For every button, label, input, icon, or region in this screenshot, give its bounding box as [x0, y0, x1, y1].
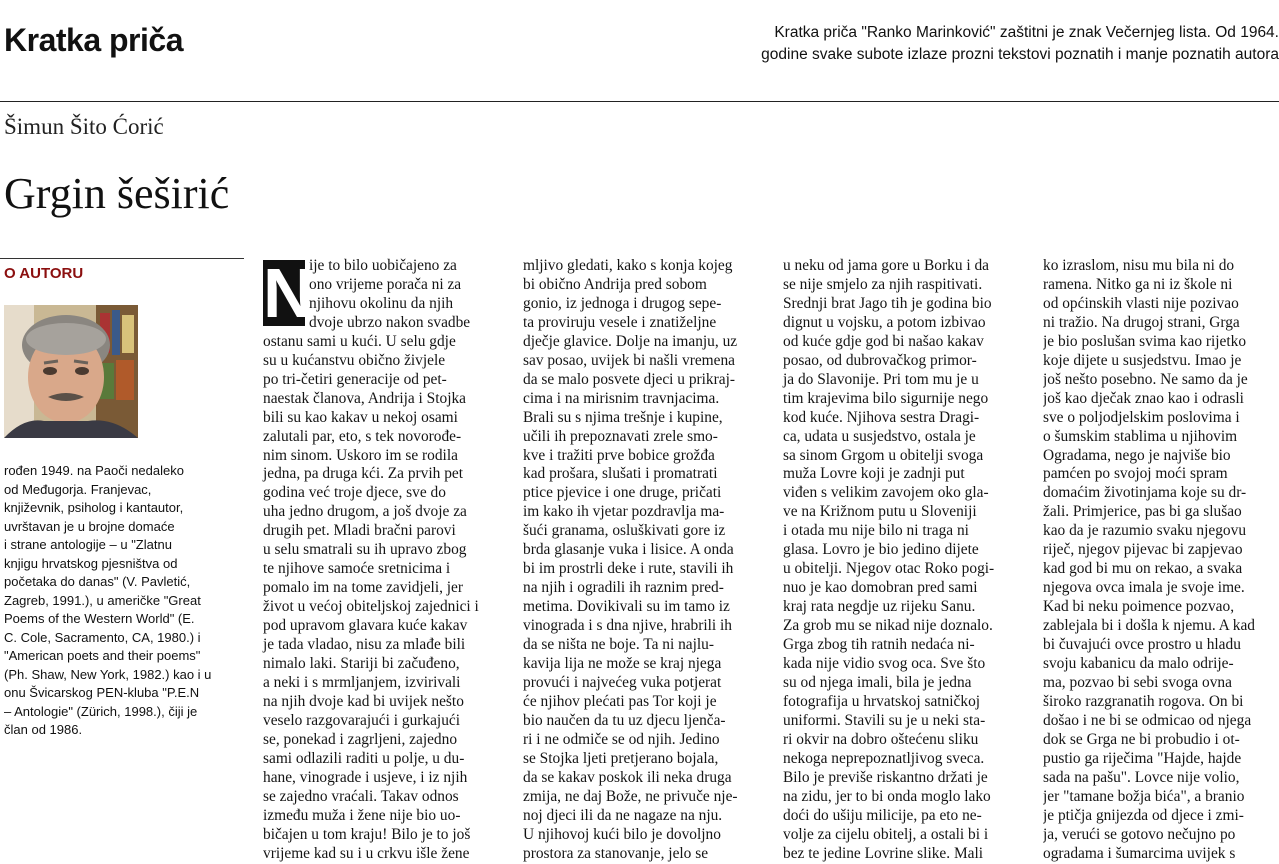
bio-line: početaka do danas" (V. Pavletić,: [4, 574, 191, 589]
text-line: život u većoj obiteljskoj zajednici i: [263, 598, 479, 616]
author-name: Šimun Šito Ćorić: [4, 114, 164, 139]
text-line: godina već troje djece, sve do: [263, 484, 446, 502]
text-line: mljivo gledati, kako s konja kojeg: [523, 257, 733, 274]
bio-line: član od 1986.: [4, 722, 83, 737]
text-line: kada nije vidio svog oca. Sve što: [783, 655, 986, 673]
text-line: bi čuvajući ovce prostro u hladu: [1043, 636, 1241, 654]
text-line: je bio poslušan svima kao rijetko: [1043, 332, 1247, 350]
text-line: široko razgranatih rogova. On bi: [1043, 692, 1244, 710]
text-line: a neki i s mrmljanjem, izvirivali: [263, 673, 461, 691]
text-line: pamćen po svojoj moći spram: [1043, 465, 1228, 483]
text-line: ri i ne odmiče se od njih. Jedino: [523, 730, 720, 748]
text-line: da se malo posvete djeci u prikraj-: [523, 370, 735, 388]
about-divider: [0, 258, 244, 259]
text-line: u obitelji. Njegov otac Roko pogi-: [783, 560, 995, 578]
text-line: je ptičja gnijezda od djece i zmi-: [1043, 806, 1244, 824]
text-line: su u kućanstvu obično živjele: [263, 351, 446, 369]
text-line: dignut u vojsku, a potom izbivao: [783, 313, 986, 331]
text-line: će njihov plećati pas Tor koji je: [523, 692, 717, 710]
bio-line: rođen 1949. na Paoči nedaleko: [4, 463, 184, 478]
text-line: metima. Dovikivali su im tamo iz: [523, 598, 730, 616]
text-line: ostanu sami u kući. U selu gdje: [263, 332, 456, 350]
text-line: Bilo je previše riskantno držati je: [783, 768, 988, 786]
text-line: jedna, pa druga kći. Za prvih pet: [263, 465, 464, 483]
text-line: ono vrijeme porača ni za: [309, 275, 462, 293]
text-line: kod kuće. Njihova sestra Dragi-: [783, 408, 980, 426]
author-bio: [4, 462, 244, 740]
intro-line: Kratka priča "Ranko Marinković" zaštitni je znak Večernjeg lista. Od 1964.: [774, 24, 1279, 41]
text-line: ve na Križnom putu u Sloveniji: [783, 503, 977, 521]
text-line: kve i tražiti prve bobice grožđa: [523, 446, 715, 464]
bio-line: od Međugorja. Franjevac,: [4, 481, 152, 497]
text-line: veselo razgovarajući i gurkajući: [263, 711, 460, 729]
text-line: na njih i ogradili ih raznim pred-: [523, 579, 724, 597]
text-line: drugih pet. Mladi bračni parovi: [263, 522, 456, 540]
article-column-2: [523, 257, 763, 864]
text-line: ja, verući se gotovo nečujno po: [1043, 825, 1236, 843]
text-line: cima i na mirisnim travnjacima.: [523, 389, 720, 407]
text-line: došao i ne bi se odmicao od njega: [1043, 711, 1252, 729]
text-line: ma, pozvao bi sebi svoga ovna: [1043, 673, 1232, 691]
text-line: zablejala bi i došla k njemu. A kad: [1043, 617, 1255, 635]
text-line: provući i najvećeg vuka potjerat: [523, 673, 722, 691]
text-line: uniformi. Stavili su je u neki sta-: [783, 711, 986, 729]
article-column-1: [263, 254, 503, 864]
text-line: još kao dječak znao kao i odrasli: [1043, 389, 1244, 407]
text-line: Brali su s njima trešnje i kupine,: [523, 408, 723, 426]
text-line: su od njega imali, bila je jedna: [783, 673, 972, 691]
text-line: na zidu, jer to bi onda moglo lako: [783, 787, 991, 805]
text-line: ni tražio. Na drugoj strani, Grga: [1043, 313, 1240, 331]
text-line: hane, vinograde i usjeve, i iz njih: [263, 768, 468, 786]
text-line: Ogradama, nego je najviše bio: [1043, 446, 1231, 464]
text-line: koje dijete u susjedstvu. Imao je: [1043, 351, 1242, 369]
text-line: od kuće gdje god bi našao kakav: [783, 332, 984, 350]
text-line: ca, udata u susjedstvo, ostala je: [783, 427, 976, 445]
text-line: svoju kabanicu da malo odrije-: [1043, 655, 1234, 673]
section-intro: [639, 22, 1279, 66]
bio-line: (Ph. Shaw, New York, 1982.) kao i u: [4, 666, 212, 682]
text-line: ogradama i šumarcima uvijek s: [1043, 844, 1236, 862]
text-line: zmija, ne daj Bože, ne privuče nje-: [523, 787, 738, 805]
text-line: između muža i žene nije bio uo-: [263, 806, 461, 824]
text-line: bili su kao kakav u nekoj osami: [263, 408, 458, 426]
intro-line: godine svake subote izlaze prozni tekstovi poznatih i manje poznatih autora: [761, 46, 1279, 63]
text-line: vrijeme kad su i u crkvu išle žene: [263, 844, 470, 862]
bio-line: književnik, psiholog i kantautor,: [4, 500, 184, 515]
text-line: njegova ovca imala je svoje ime.: [1043, 579, 1245, 597]
text-line: se zajedno vraćali. Takav odnos: [263, 787, 459, 805]
about-heading: O AUTORU: [4, 265, 84, 282]
text-line: pomalo im na tome zavidjeli, jer: [263, 579, 464, 597]
text-line: da se kakav poskok ili neka druga: [523, 768, 732, 786]
author-portrait: [4, 305, 138, 438]
text-line: muža Lovre koji je zadnji put: [783, 465, 965, 483]
text-line: brda glasanje vuka i lisice. A onda: [523, 541, 734, 559]
text-line: U njihovoj kući bilo je dovoljno: [523, 825, 721, 843]
text-line: ta proviruju vesele i znatiželjne: [523, 313, 717, 331]
text-line: dok se Grga ne bi probudio i ot-: [1043, 730, 1240, 748]
text-line: im kako ih vjetar pozdravlja ma-: [523, 503, 725, 521]
bio-line: "American poets and their poems": [4, 648, 201, 663]
text-line: gonio, iz jednoga i drugog sepe-: [523, 294, 722, 312]
bio-line: Zagreb, 1991.), u američke "Great: [4, 592, 201, 608]
text-line: fotografija u hrvatskoj satničkoj: [783, 692, 981, 710]
text-line: nekoga neprepoznatljivog sveca.: [783, 749, 985, 767]
text-line: da se ništa ne boje. Ta ni najlu-: [523, 636, 714, 654]
text-line: još nešto posebno. Ne samo da je: [1043, 370, 1248, 388]
text-line: kavija lija ne može se kraj njega: [523, 655, 722, 673]
text-line: naestak članova, Andrija i Stojka: [263, 389, 467, 407]
text-line: dvoje ubrzo nakon svadbe: [309, 313, 471, 331]
text-line: uha jedno drugom, a još dvoje za: [263, 503, 467, 521]
section-title: Kratka priča: [4, 22, 183, 58]
article-column-3: [783, 257, 1023, 864]
text-line: ko izraslom, nisu mu bila ni do: [1043, 257, 1235, 274]
text-line: volje za cijelu obitelj, a ostali bi i: [783, 825, 989, 843]
text-line: ramena. Nitko ga ni iz škole ni: [1043, 275, 1233, 293]
text-line: njihovu okolinu da njih: [309, 294, 454, 312]
text-line: glasa. Lovro je bio jedino dijete: [783, 541, 979, 559]
text-line: bi im prostrli deke i rute, stavili ih: [523, 560, 734, 578]
text-line: tim krajevima bilo sigurnije nego: [783, 389, 989, 407]
text-line: o šumskim stablima u njihovim: [1043, 427, 1238, 445]
text-line: domaćim životinjama koje su dr-: [1043, 484, 1247, 502]
bio-line: Poems of the Western World" (E.: [4, 611, 195, 626]
text-line: dječje glavice. Dolje na imanju, uz: [523, 332, 738, 350]
text-line: te njihove samoće sretnicima i: [263, 560, 451, 578]
text-line: ri okvir na dobro oštećenu sliku: [783, 730, 979, 748]
text-line: zalutali par, eto, s tek novorođe-: [263, 427, 462, 445]
text-line: sada na pašu". Lovce nije volio,: [1043, 768, 1240, 786]
author-portrait-image: [4, 305, 138, 438]
story-title: Grgin šeširić: [4, 169, 230, 218]
text-line: vinograda i s dna njive, hrabrili ih: [523, 617, 733, 635]
text-line: viđen s velikim zavojem oko gla-: [783, 484, 989, 502]
text-line: i otada mu nije bilo ni traga ni: [783, 522, 969, 540]
text-line: kao da je razumio svaku njegovu: [1043, 522, 1247, 540]
text-line: ptice pjevice i one druge, pričati: [523, 484, 722, 502]
text-line: je tada vladao, nisu za mlađe bili: [263, 636, 466, 654]
text-line: bi obično Andrija pred sobom: [523, 275, 707, 293]
text-line: bio naučen da tu uz djecu ljenča-: [523, 711, 726, 729]
text-line: Srednji brat Jago tih je godina bio: [783, 294, 992, 312]
text-line: nim sinom. Uskoro im se rodila: [263, 446, 458, 464]
text-line: Kad bi neku poimence pozvao,: [1043, 598, 1235, 616]
text-line: sav posao, uvijek bi našli vremena: [523, 351, 735, 369]
text-line: posao, od dubrovačkog primor-: [783, 351, 977, 369]
text-line: pod upravom glavara kuće kakav: [263, 617, 468, 635]
text-line: bez te jedine Lovrine slike. Mali: [783, 844, 984, 862]
text-line: riječ, njegov pijevac bi zapjevao: [1043, 541, 1243, 559]
text-line: noj djeci ili da ne nagaze na nju.: [523, 806, 723, 824]
text-line: se nije smjelo za njih raspitivati.: [783, 275, 983, 293]
text-line: po tri-četiri generacije od pet-: [263, 370, 447, 388]
text-line: prostora za stanovanje, jelo se: [523, 844, 709, 862]
text-line: žali. Primjerice, pas bi ga slušao: [1043, 503, 1242, 521]
bio-line: uvrštavan je u brojne domaće: [4, 518, 175, 534]
text-line: pustio ga riječima "Hajde, hajde: [1043, 749, 1242, 767]
bio-line: i strane antologije – u "Zlatnu: [4, 537, 172, 552]
header-divider: [0, 101, 1279, 102]
text-line: bičajen u tom kraju! Bilo je to još: [263, 825, 471, 843]
text-line: sve o poljodjelskim poslovima i: [1043, 408, 1240, 426]
text-line: nuo je kao domobran pred sami: [783, 579, 978, 597]
text-line: kad prošara, slušati i promatrati: [523, 465, 718, 483]
text-line: sa sinom Grgom u obitelji svoga: [783, 446, 984, 464]
text-line: ije to bilo uobičajeno za: [309, 257, 457, 274]
bio-line: knjigu hrvatskog pjesništva od: [4, 555, 178, 571]
text-line: kraj rata negdje uz rijeku Sanu.: [783, 598, 976, 616]
text-line: doći do ušiju milicije, pa eto ne-: [783, 806, 982, 824]
text-line: ja do Slavonije. Pri tom mu je u: [783, 370, 979, 388]
bio-line: onu Švicarskog PEN-kluba "P.E.N: [4, 685, 200, 700]
text-line: učili ih prepoznavati zrele smo-: [523, 427, 718, 445]
bio-line: C. Cole, Sacramento, CA, 1980.) i: [4, 629, 201, 645]
drop-cap: N: [263, 254, 314, 332]
bio-line: – Antologie" (Zürich, 1998.), čiji je: [4, 703, 198, 719]
text-line: sami odlazili raditi u polje, u du-: [263, 749, 465, 767]
text-line: u selu smatrali su ih upravo zbog: [263, 541, 467, 559]
text-line: šući granama, osluškivati gore iz: [523, 522, 726, 540]
text-line: nimalo laki. Stariji bi začuđeno,: [263, 655, 460, 673]
text-line: na njih dvoje kad bi uvijek nešto: [263, 692, 464, 710]
text-line: se, ponekad i zagrljeni, zajedno: [263, 730, 458, 748]
text-line: Za grob mu se nikad nije doznalo.: [783, 617, 993, 635]
text-line: u neku od jama gore u Borku i da: [783, 257, 990, 274]
text-line: Grga zbog tih ratnih nedaća ni-: [783, 636, 975, 654]
text-line: kad god bi mu on rekao, a svaka: [1043, 560, 1243, 578]
text-line: od općinskih vlasti nije pozivao: [1043, 294, 1239, 312]
text-line: jer "tamane božja bića", a branio: [1043, 787, 1245, 805]
text-line: se Stojka ljeti pretjerano bojala,: [523, 749, 719, 767]
article-column-4: [1043, 257, 1279, 864]
